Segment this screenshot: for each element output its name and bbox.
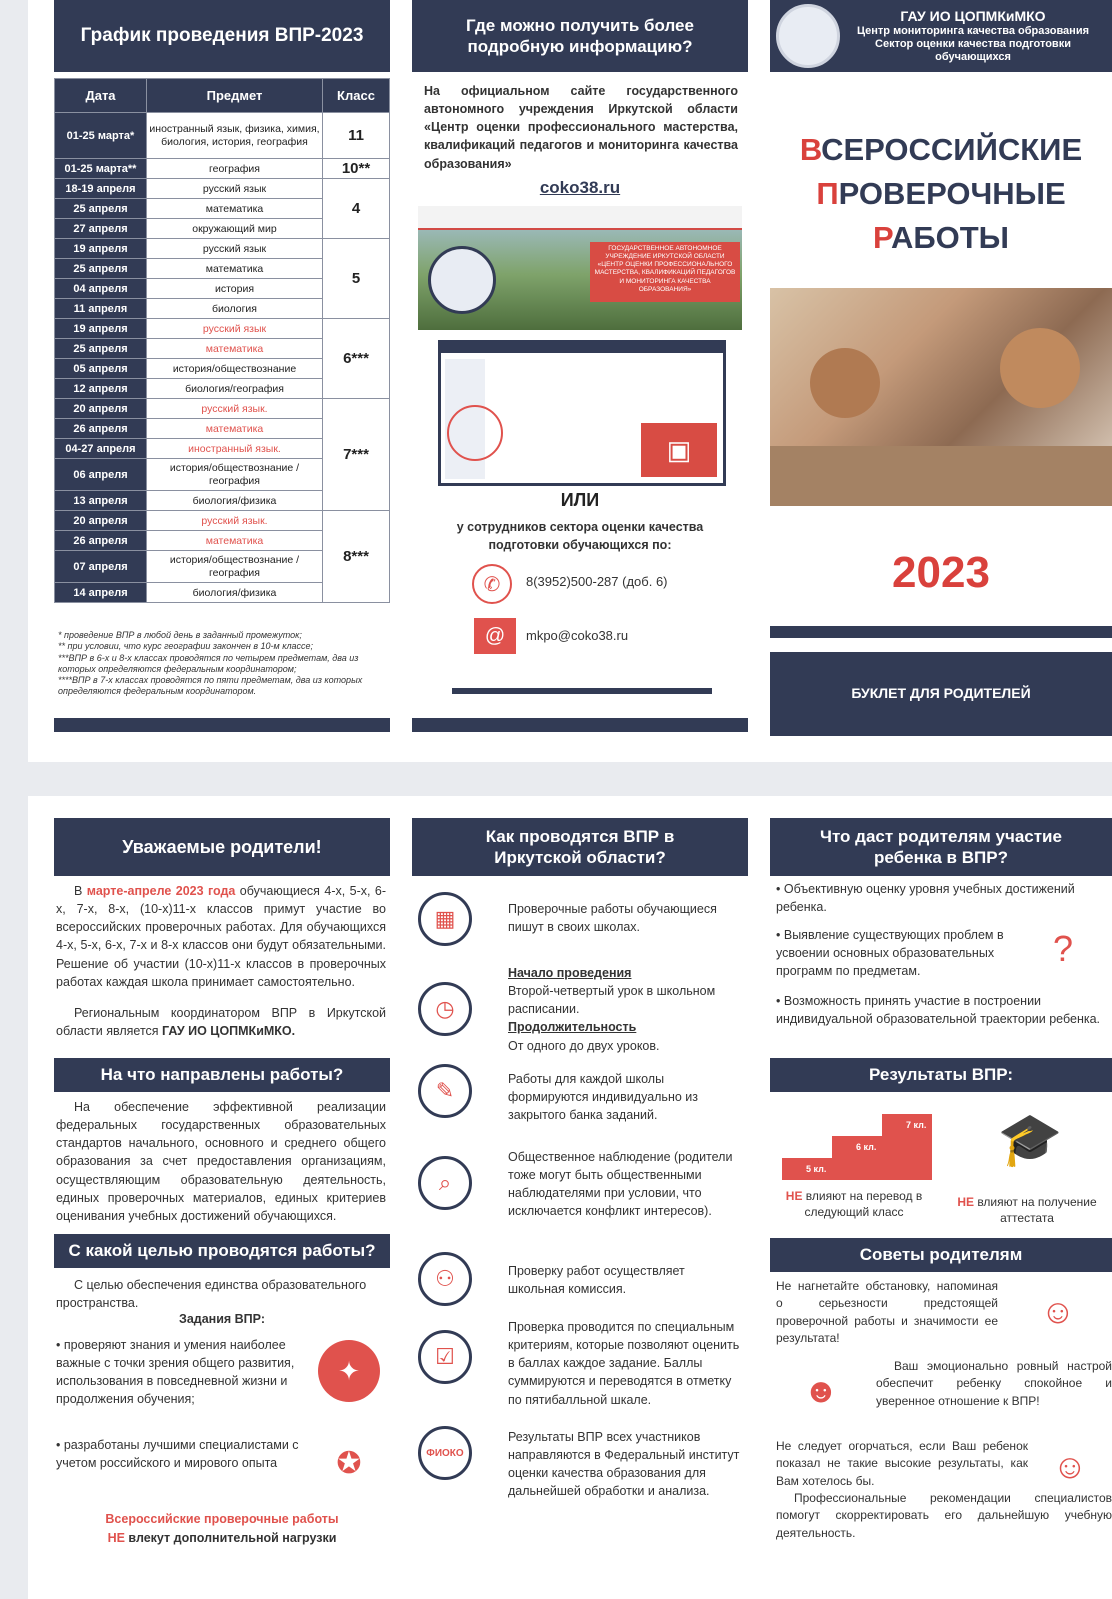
email-icon: @ (474, 618, 516, 654)
thinking-children-icon: ? (1052, 928, 1074, 969)
steps-illustration (782, 1100, 932, 1180)
table-row-subject: биология (147, 299, 323, 319)
website-navbar-2 (441, 343, 723, 353)
benefit-title: Что даст родителям участие ребенка в ВПР? (770, 818, 1112, 876)
goal-text: С целью обеспечения единства образовательного пространства. (56, 1278, 367, 1311)
footnote: ****ВПР в 7-х классах проводятся по пяти предметам, два из которых определяются федеральным координатором. (58, 675, 363, 697)
how-panel (412, 796, 748, 1599)
benefit-bullet: • Объективную оценку уровня учебных достижений ребенка. (776, 882, 1075, 915)
schedule-table-wrap (54, 78, 390, 603)
footnote: ***ВПР в 6-х и 8-х классах проводятся по четырем предметам, два из которых определяются федеральным координатором; (58, 652, 359, 674)
benefit-bullet: • Выявление существующих проблем в усвоении основных образовательных программ по предметам. (776, 928, 1004, 979)
table-row-subject: русский язык. (147, 399, 323, 419)
how-title: Как проводятся ВПР в Иркутской области? (412, 818, 748, 876)
cover-title-line: РАБОТЫ (872, 220, 1010, 256)
cover-title-line: ПРОВЕРОЧНЫЕ (816, 176, 1066, 212)
step-text: Результаты ВПР всех участников направляются в Федеральный институт оценки качества образования для дальнейшей обработки и анализа. (508, 1430, 740, 1499)
benefit-panel (770, 796, 1112, 1599)
email-address[interactable]: mkpo@coko38.ru (526, 628, 629, 643)
table-row-subject: иностранный язык. (147, 439, 323, 459)
step-text: Проверка проводится по специальным критериям, которые позволяют оценить в баллах каждое задание. Баллы суммируются и переводятся в отметку по пятибалльной шкале. (508, 1320, 740, 1407)
advice-text: Ваш эмоционально ровный настрой обеспечит ребенку спокойное и уверенное отношение к ВПР! (876, 1359, 1112, 1408)
table-row-subject: русский язык. (147, 511, 323, 531)
result-note: НЕ влияют на перевод в следующий класс (785, 1189, 923, 1220)
table-row-subject: биология/география (147, 379, 323, 399)
table-row-date: 26 апреля (55, 419, 147, 439)
table-row-subject: русский язык (147, 179, 323, 199)
booklet-label: БУКЛЕТ ДЛЯ РОДИТЕЛЕЙ (770, 652, 1112, 736)
table-row-date: 26 апреля (55, 531, 147, 551)
table-row-date: 19 апреля (55, 239, 147, 259)
schedule-title: График проведения ВПР-2023 (54, 0, 390, 72)
step-label: 7 кл. (906, 1120, 927, 1130)
table-row-subject: биология/физика (147, 583, 323, 603)
table-row-subject: география (147, 159, 323, 179)
table-row-subject: история/обществознание (147, 359, 323, 379)
step-label: 5 кл. (806, 1164, 827, 1174)
task-bank-icon: ✎ (418, 1064, 472, 1118)
or-text: ИЛИ (560, 490, 600, 510)
table-row-subject: математика (147, 259, 323, 279)
footnote: * проведение ВПР в любой день в заданный промежуток; (58, 630, 302, 640)
child-figure (1000, 328, 1080, 408)
child-figure (810, 348, 880, 418)
table-row-subject: математика (147, 419, 323, 439)
table-row-date: 20 апреля (55, 511, 147, 531)
lightbulb-head-icon: ✦ (318, 1340, 380, 1402)
table-row-date: 06 апреля (55, 459, 147, 491)
highlight-circle (447, 405, 503, 461)
divider-bar (452, 688, 712, 694)
table-row-subject: математика (147, 339, 323, 359)
checklist-icon: ☑ (418, 1330, 472, 1384)
cover-year: 2023 (892, 548, 990, 597)
table-row-subject: русский язык (147, 319, 323, 339)
phone-number[interactable]: 8(3952)500-287 (доб. 6) (526, 574, 668, 589)
classroom-photo (770, 288, 1112, 506)
step-text-block (508, 964, 744, 1055)
table-row-date: 14 апреля (55, 583, 147, 603)
site-link[interactable]: coko38.ru (539, 178, 621, 197)
presentation-icon: ▣ (641, 423, 717, 477)
benefit-bullet: • Возможность принять участие в построении индивидуальной образовательной траектории ребенка. (776, 994, 1101, 1027)
start-text: Второй-четвертый урок в школьном расписании. (508, 984, 716, 1017)
advice-title: Советы родителям (770, 1238, 1112, 1272)
table-row-subject: русский язык (147, 239, 323, 259)
parents-panel (54, 796, 390, 1599)
specialists-icon: ✪ (336, 1446, 362, 1480)
step-text: Работы для каждой школы формируются индивидуально из закрытого банка заданий. (508, 1072, 698, 1123)
logo-icon (428, 246, 496, 314)
class-cell: 10** (323, 159, 390, 179)
schedule-panel (54, 0, 390, 762)
parents-coordinator: Региональным координатором ВПР в Иркутской области является ГАУ ИО ЦОПМКиМКО. (56, 1006, 386, 1039)
duration-heading: Продолжительность (508, 1020, 637, 1035)
logo-icon (776, 4, 840, 68)
mother-daughter-icon: ☺ (1052, 1447, 1088, 1486)
class-cell: 11 (323, 113, 390, 159)
website-screenshot (418, 206, 742, 330)
divider-bar (412, 718, 748, 732)
website-screenshot-2 (438, 340, 726, 486)
table-row-date: 04-27 апреля (55, 439, 147, 459)
parents-paragraph: В марте-апреле 2023 года обучающиеся 4-х, 5-х, 6-х, 7-х, 8-х, (10-х)11-х классов примут участие во всероссийских проверочных работах. Для обучающихся 4-х, 5-х, 6-х, 7-х и 8-х классов они будут обязательными. Решение об участии (10-х)11-х классов в проверочных работах каждая школа принимает самостоятельно. (56, 884, 386, 989)
staff-text: у сотрудников сектора оценки качества подготовки обучающихся по: (456, 520, 704, 553)
step-text: Проверочные работы обучающиеся пишут в своих школах. (508, 902, 717, 935)
table-row-date: 01-25 марта** (55, 159, 147, 179)
divider-bar (54, 718, 390, 732)
org-line1: Центр мониторинга качества образования (856, 24, 1089, 37)
start-heading: Начало проведения (508, 966, 632, 980)
fioko-logo-icon: ФИОКО (418, 1426, 472, 1480)
school-icon: ▦ (418, 892, 472, 946)
table-row-date: 27 апреля (55, 219, 147, 239)
cover-title (770, 128, 1112, 260)
table-row-subject: окружающий мир (147, 219, 323, 239)
table-row-subject: история (147, 279, 323, 299)
result-note: НЕ влияют на получение аттестата (957, 1195, 1097, 1226)
table-row-date: 25 апреля (55, 339, 147, 359)
graduation-cap-icon: 🎓 (997, 1110, 1063, 1169)
goal-title: С какой целью проводятся работы? (54, 1234, 390, 1268)
table-row-date: 19 апреля (55, 319, 147, 339)
table-row-date: 25 апреля (55, 199, 147, 219)
step-text: Проверку работ осуществляет школьная комиссия. (508, 1264, 685, 1297)
table-row-date: 07 апреля (55, 551, 147, 583)
class-cell: 4 (323, 179, 390, 239)
class-cell: 6*** (323, 319, 390, 399)
class-cell: 7*** (323, 399, 390, 511)
table-row-date: 18-19 апреля (55, 179, 147, 199)
family-icon: ☻ (803, 1371, 839, 1410)
org-line2: Сектор оценки качества подготовки обучающихся (875, 37, 1071, 63)
schedule-table (54, 78, 390, 603)
info-title: Где можно получить более подробную информацию? (412, 0, 748, 72)
goal-footer: Всероссийские проверочные работы НЕ влекут дополнительной нагрузки (105, 1512, 339, 1545)
table-row-subject: математика (147, 199, 323, 219)
website-navbar (418, 206, 742, 230)
website-banner: ГОСУДАРСТВЕННОЕ АВТОНОМНОЕ УЧРЕЖДЕНИЕ ИРКУТСКОЙ ОБЛАСТИ «ЦЕНТР ОЦЕНКИ ПРОФЕССИОНАЛЬНОГО МАСТЕРСТВА, КВАЛИФИКАЦИЙ ПЕДАГОГОВ И МОНИТОРИНГА КАЧЕСТВА ОБРАЗОВАНИЯ» (590, 242, 740, 302)
table-row-date: 12 апреля (55, 379, 147, 399)
table-row-subject: биология/физика (147, 491, 323, 511)
footnote: ** при условии, что курс географии закончен в 10-м классе; (58, 641, 314, 652)
table-row-date: 11 апреля (55, 299, 147, 319)
booklet-inner-side (28, 796, 1112, 1599)
column-header-subject: Предмет (147, 79, 323, 113)
step-label: 6 кл. (856, 1142, 877, 1152)
table-row-date: 25 апреля (55, 259, 147, 279)
results-title: Результаты ВПР: (770, 1058, 1112, 1092)
commission-icon: ⚇ (418, 1252, 472, 1306)
advice-text: Не следует огорчаться, если Ваш ребенок показал не такие высокие результаты, как Вам хотелось бы. (776, 1439, 1028, 1488)
table-row-subject: история/обществознание / география (147, 551, 323, 583)
step-text: Общественное наблюдение (родители тоже могут быть общественными наблюдателями при условии, что исключается конфликт интересов). (508, 1150, 733, 1219)
task-bullet: • проверяют знания и умения наиболее важные с точки зрения общего развития, использования в повседневной жизни и продолжения обучения; (56, 1338, 295, 1407)
phone-icon: ✆ (472, 564, 512, 604)
class-cell: 8*** (323, 511, 390, 603)
clock-icon: ◷ (418, 982, 472, 1036)
task-bullet: • разработаны лучшими специалистами с учетом российского и мирового опыта (56, 1438, 299, 1471)
advice-text: Профессиональные рекомендации специалистов помогут скорректировать его дальнейшую учебную деятельность. (776, 1491, 1112, 1540)
column-header-date: Дата (55, 79, 147, 113)
parents-title: Уважаемые родители! (54, 818, 390, 876)
schedule-footnotes (58, 630, 388, 698)
cover-title-line: ВСЕРОССИЙСКИЕ (799, 132, 1083, 167)
observer-icon: ⌕ (418, 1156, 472, 1210)
cover-org-block (840, 8, 1106, 64)
parent-child-icon: ☺ (1040, 1292, 1076, 1331)
info-panel (412, 0, 748, 762)
duration-text: От одного до двух уроков. (508, 1038, 660, 1053)
aim-text: На обеспечение эффективной реализации федеральных государственных образовательных стандартов начального, основного и среднего общего образования за счет предоставления организациям, осуществляющим образовательную деятельность, единых проверочных материалов, единых критериев оценивания учебных достижений обучающихся. (56, 1100, 386, 1223)
aim-title: На что направлены работы? (54, 1058, 390, 1092)
info-text: На официальном сайте государственного автономного учреждения Иркутской области «Центр оценки профессионального мастерства, квалификаций педагогов и мониторинга качества образования» (424, 84, 738, 171)
cover-panel (770, 0, 1112, 762)
org-name: ГАУ ИО ЦОПМКиМКО (900, 7, 1046, 24)
desk (770, 446, 1112, 506)
table-row-subject: математика (147, 531, 323, 551)
advice-text: Не нагнетайте обстановку, напоминая о серьезности предстоящей проверочной работы и значимости ее результата! (776, 1279, 998, 1346)
column-header-class: Класс (323, 79, 390, 113)
table-row-date: 05 апреля (55, 359, 147, 379)
table-row-subject: иностранный язык, физика, химия, биология, история, география (147, 113, 323, 159)
table-row-subject: история/обществознание / география (147, 459, 323, 491)
divider-bar (770, 626, 1112, 638)
cover-header (770, 0, 1112, 72)
tasks-title: Задания ВПР: (178, 1312, 266, 1326)
table-row-date: 01-25 марта* (55, 113, 147, 159)
table-row-date: 13 апреля (55, 491, 147, 511)
booklet-outer-side (28, 0, 1112, 762)
class-cell: 5 (323, 239, 390, 319)
table-row-date: 20 апреля (55, 399, 147, 419)
table-row-date: 04 апреля (55, 279, 147, 299)
